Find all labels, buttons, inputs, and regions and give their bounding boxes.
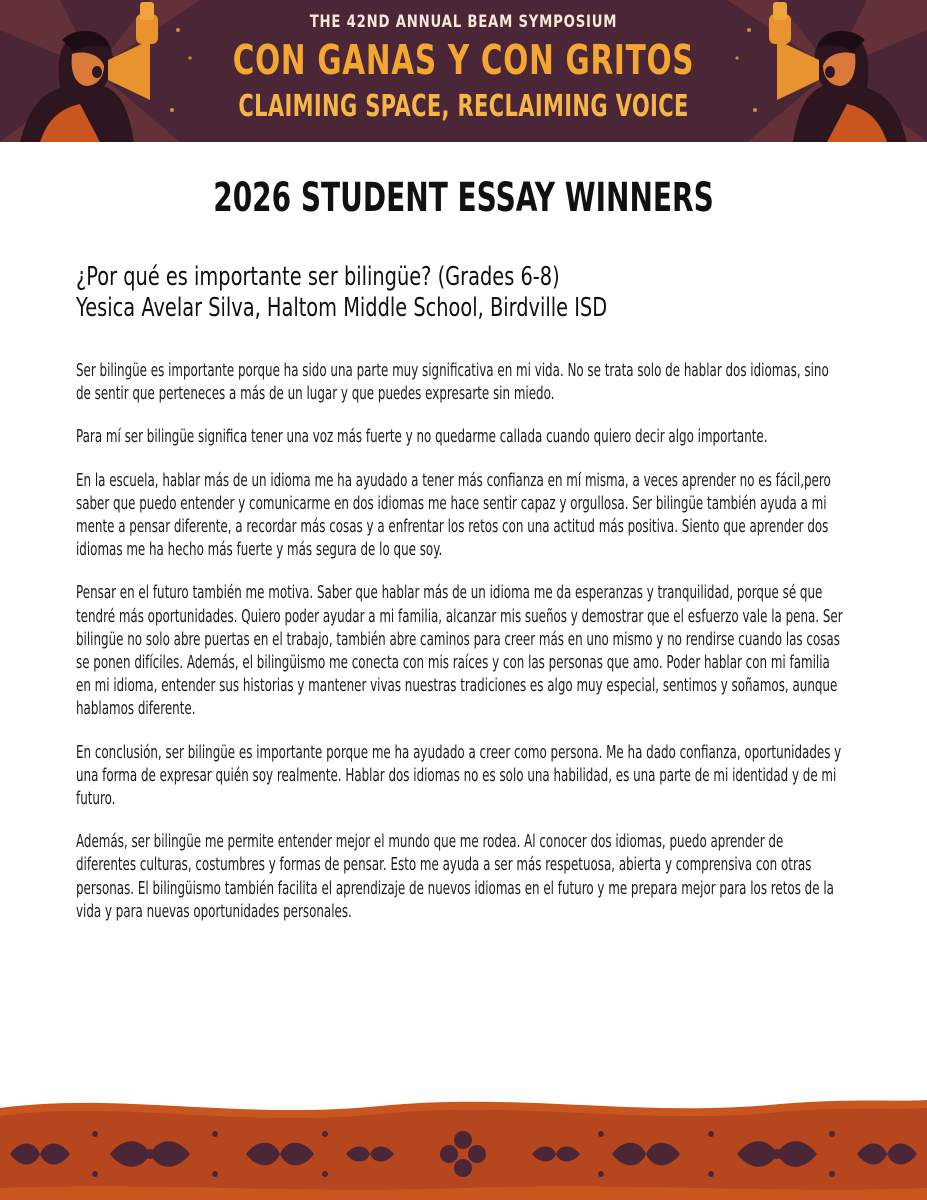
essay-question: ¿Por qué es importante ser bilingüe? (Grades 6-8) bbox=[76, 262, 560, 292]
essay-paragraph: En la escuela, hablar más de un idioma me ha ayudado a tener más confianza en mí misma, a veces aprender no es fácil,pero saber que puedo entender y comunicarme en dos idiomas me hace sentir capaz y orgullosa. Ser bilingüe también ayuda a mi mente a pensar diferente, a recordar más cosas y a enfrentar los retos con una actitud más positiva. Siento que aprender dos idiomas me ha hecho más fuerte y más segura de lo que soy. bbox=[76, 470, 831, 561]
essay-paragraph: Pensar en el futuro también me motiva. Saber que hablar más de un idioma me da esperanzas y tranquilidad, porque sé que tendré más oportunidades. Quiero poder ayudar a mi familia, alcanzar mis sueños y demostrar que el esfuerzo vale la pena. Ser bilingüe no solo abre puertas en el trabajo, también abre caminos para creer más en uno mismo y no rendirse cuando las cosas se ponen difíciles. Además, el bilingüismo me conecta con mis raíces y con las personas que amo. Poder hablar con mi familia en mi idioma, entender sus historias y mantener vivas nuestras tradiciones es algo muy especial, sentimos y soñamos, aunque hablamos diferente. bbox=[76, 583, 843, 720]
essay-heading bbox=[76, 262, 828, 324]
essay-author: Yesica Avelar Silva, Haltom Middle School, Birdville ISD bbox=[76, 293, 608, 323]
essay-paragraph: En conclusión, ser bilingüe es importante porque me ha ayudado a creer como persona. Me ha dado confianza, oportunidades y una forma de expresar quién soy realmente. Hablar dos idiomas no es solo una habilidad, es una parte de mi identidad y de mi futuro. bbox=[76, 742, 842, 810]
symposium-kicker: THE 42ND ANNUAL BEAM SYMPOSIUM bbox=[309, 12, 618, 32]
header-banner bbox=[0, 0, 927, 142]
essay-paragraph: Para mí ser bilingüe significa tener una voz más fuerte y no quedarme callada cuando quiero decir algo importante. bbox=[76, 427, 768, 448]
essay-paragraph: Ser bilingüe es importante porque ha sido una parte muy significativa en mi vida. No se trata solo de hablar dos idiomas, sino de sentir que perteneces a más de un lugar y que puedes expresarte sin miedo. bbox=[76, 361, 829, 405]
symposium-subtitle: CLAIMING SPACE, RECLAIMING VOICE bbox=[238, 89, 689, 124]
page-title: 2026 STUDENT ESSAY WINNERS bbox=[213, 175, 714, 221]
banner-text bbox=[0, 0, 927, 142]
symposium-title: CON GANAS Y CON GRITOS bbox=[232, 36, 695, 84]
footer-pattern bbox=[0, 1090, 927, 1200]
essay-body bbox=[76, 360, 844, 944]
essay-paragraph: Además, ser bilingüe me permite entender mejor el mundo que me rodea. Al conocer dos idiomas, puedo aprender de diferentes culturas, costumbres y formas de pensar. Esto me ayuda a ser más respetuosa, abierta y comprensiva con otras personas. El bilingüismo también facilita el aprendizaje de nuevos idiomas en el futuro y me prepara mejor para los retos de la vida y para nuevas oportunidades personales. bbox=[76, 832, 834, 922]
footer-decoration bbox=[0, 1090, 927, 1200]
